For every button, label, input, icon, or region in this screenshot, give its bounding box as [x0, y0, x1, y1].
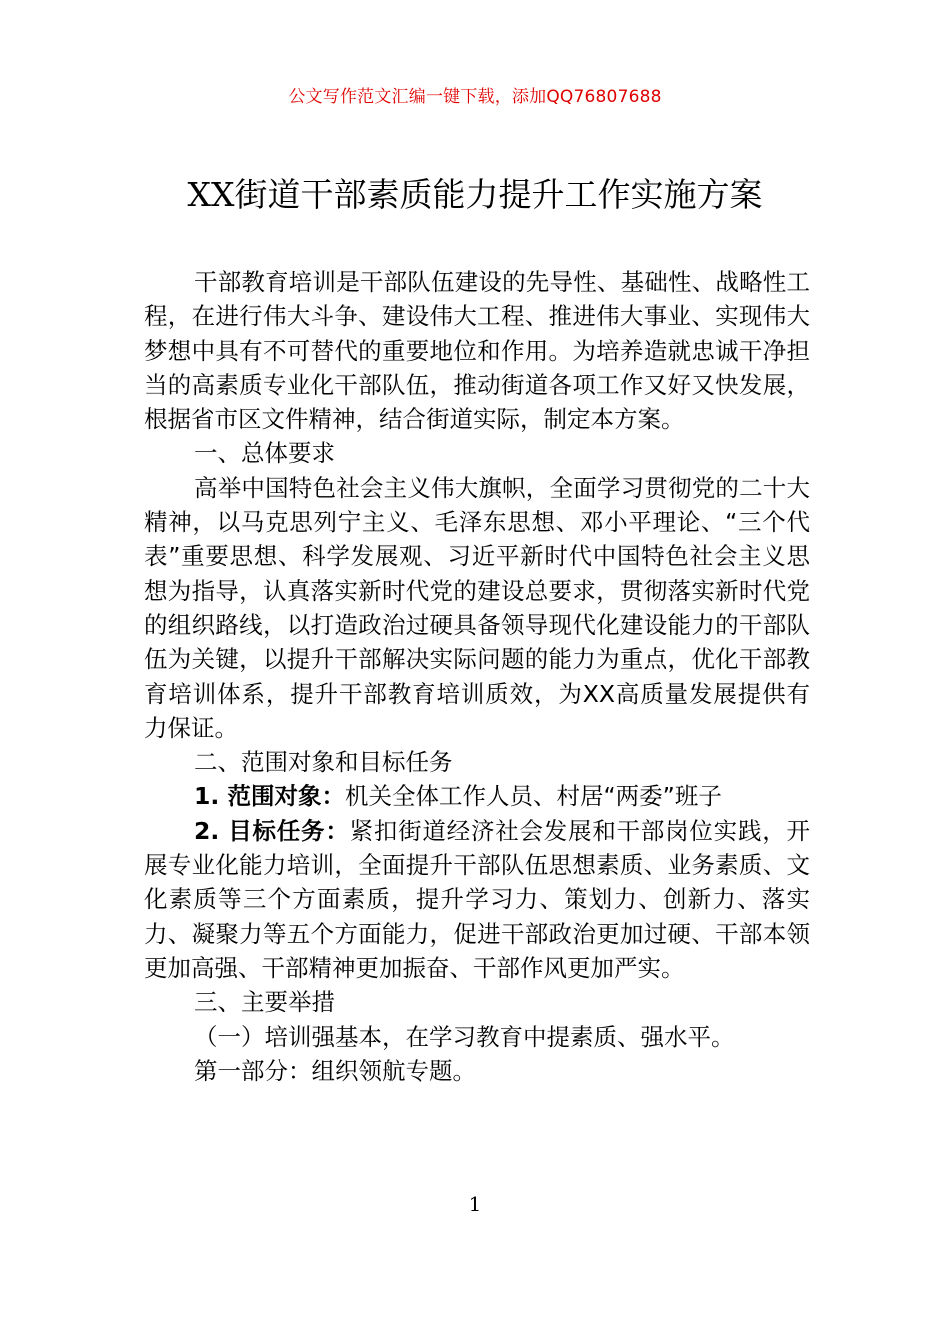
section-heading-3: 三、主要举措 — [194, 988, 335, 1017]
general-requirements-paragraph: 高举中国特色社会主义伟大旗帜，全面学习贯彻党的二十大精神，以马克思列宁主义、毛泽东思想、邓小平理论、“三个代表”重要思想、科学发展观、习近平新时代中国特色社会主义思想为指导，认真落实新时代党的建设总要求，贯彻落实新时代党的组织路线，以打造政治过硬具备领导现代化建设能力的干部队伍为关键，以提升干部解决实际问题的能力为重点，优化干部教育培训体系，提升干部教育培训质效，为XX高质量发展提供有力保证。 — [144, 473, 810, 742]
subsection-heading-1: （一）培训强基本，在学习教育中提素质、强水平。 — [194, 1022, 735, 1051]
download-banner: 公文写作范文汇编一键下载，添加QQ76807688 — [288, 87, 662, 107]
scope-item — [144, 779, 810, 813]
target-label: 2. 目标任务： — [194, 816, 350, 845]
target-text: 紧扣街道经济社会发展和干部岗位实践，开展专业化能力培训，全面提升干部队伍思想素质、业务素质、文化素质等三个方面素质，提升学习力、策划力、创新力、落实力、凝聚力等五个方面能力，促进干部政治更加过硬、干部本领更加高强、干部精神更加振奋、干部作风更加严实。 — [144, 816, 810, 982]
part-heading-1: 第一部分：组织领航专题。 — [194, 1056, 476, 1085]
intro-paragraph: 干部教育培训是干部队伍建设的先导性、基础性、战略性工程，在进行伟大斗争、建设伟大工程、推进伟大事业、实现伟大梦想中具有不可替代的重要地位和作用。为培养造就忠诚干净担当的高素质专业化干部队伍，推动街道各项工作又好又快发展，根据省市区文件精神，结合街道实际，制定本方案。 — [144, 268, 810, 434]
section-heading-2: 二、范围对象和目标任务 — [194, 748, 453, 777]
scope-label: 1. 范围对象： — [194, 782, 345, 811]
document-title: XX街道干部素质能力提升工作实施方案 — [187, 175, 763, 214]
scope-text: 机关全体工作人员、村居“两委”班子 — [344, 782, 722, 811]
section-heading-1: 一、总体要求 — [194, 439, 335, 468]
page-number: 1 — [468, 1192, 482, 1216]
document-body — [144, 265, 810, 1088]
target-item — [144, 814, 810, 985]
